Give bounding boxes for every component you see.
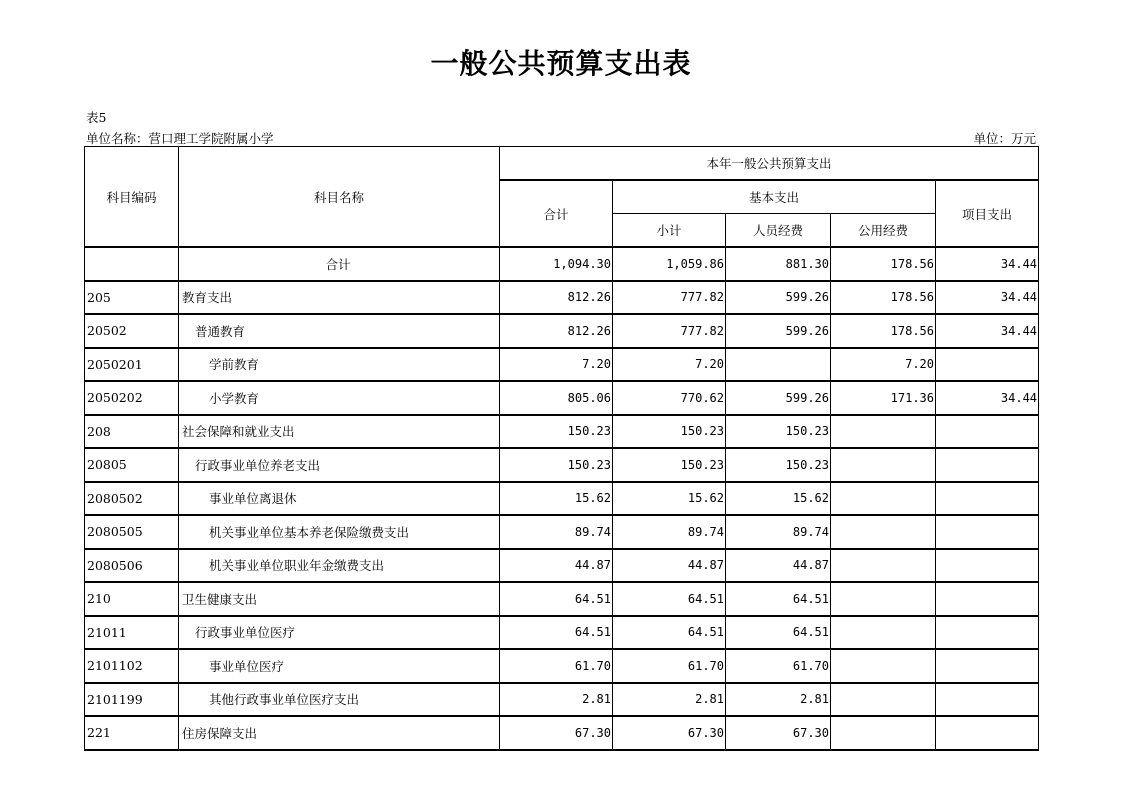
row-project — [936, 716, 1039, 750]
header-subtotal: 小计 — [613, 214, 726, 248]
row-code: 210 — [85, 582, 179, 616]
row-public: 178.56 — [831, 314, 936, 348]
row-project — [936, 582, 1039, 616]
header-name: 科目名称 — [179, 147, 500, 248]
row-personnel: 64.51 — [726, 582, 831, 616]
row-project: 34.44 — [936, 314, 1039, 348]
row-total: 44.87 — [500, 549, 613, 583]
header-basic: 基本支出 — [613, 180, 936, 214]
row-project — [936, 549, 1039, 583]
row-personnel: 599.26 — [726, 381, 831, 415]
row-personnel: 599.26 — [726, 281, 831, 315]
row-personnel: 89.74 — [726, 515, 831, 549]
row-total: 150.23 — [500, 448, 613, 482]
row-personnel — [726, 348, 831, 382]
row-subtotal: 67.30 — [613, 716, 726, 750]
row-name: 其他行政事业单位医疗支出 — [179, 683, 500, 717]
row-name: 行政事业单位养老支出 — [179, 448, 500, 482]
row-subtotal: 15.62 — [613, 482, 726, 516]
table-row — [85, 683, 1039, 717]
row-personnel: 61.70 — [726, 649, 831, 683]
row-public — [831, 415, 936, 449]
table-row — [85, 482, 1039, 516]
row-subtotal: 44.87 — [613, 549, 726, 583]
row-subtotal: 777.82 — [613, 281, 726, 315]
row-code: 21011 — [85, 616, 179, 650]
table-row — [85, 549, 1039, 583]
row-project — [936, 515, 1039, 549]
row-code: 20805 — [85, 448, 179, 482]
row-public — [831, 549, 936, 583]
row-project: 34.44 — [936, 247, 1039, 281]
row-public — [831, 482, 936, 516]
table-number: 表5 — [86, 110, 107, 125]
row-personnel: 67.30 — [726, 716, 831, 750]
row-total: 61.70 — [500, 649, 613, 683]
row-personnel: 150.23 — [726, 415, 831, 449]
row-personnel: 2.81 — [726, 683, 831, 717]
row-code: 205 — [85, 281, 179, 315]
row-public: 178.56 — [831, 281, 936, 315]
row-name: 卫生健康支出 — [179, 582, 500, 616]
header-code: 科目编码 — [85, 147, 179, 248]
row-project — [936, 683, 1039, 717]
row-code: 20502 — [85, 314, 179, 348]
row-public: 178.56 — [831, 247, 936, 281]
budget-table — [84, 146, 1039, 751]
row-total: 67.30 — [500, 716, 613, 750]
row-name: 事业单位医疗 — [179, 649, 500, 683]
header-group: 本年一般公共预算支出 — [500, 147, 1039, 181]
row-total: 64.51 — [500, 616, 613, 650]
unit-name: 单位名称：营口理工学院附属小学 — [86, 131, 274, 146]
row-public — [831, 683, 936, 717]
row-code: 2050201 — [85, 348, 179, 382]
row-name: 机关事业单位基本养老保险缴费支出 — [179, 515, 500, 549]
table-row — [85, 448, 1039, 482]
row-total: 2.81 — [500, 683, 613, 717]
row-subtotal: 89.74 — [613, 515, 726, 549]
row-public — [831, 448, 936, 482]
table-row — [85, 616, 1039, 650]
row-project — [936, 415, 1039, 449]
table-row — [85, 415, 1039, 449]
row-subtotal: 64.51 — [613, 616, 726, 650]
row-code: 208 — [85, 415, 179, 449]
row-name: 事业单位离退休 — [179, 482, 500, 516]
row-project — [936, 616, 1039, 650]
row-name: 机关事业单位职业年金缴费支出 — [179, 549, 500, 583]
row-personnel: 44.87 — [726, 549, 831, 583]
row-subtotal: 61.70 — [613, 649, 726, 683]
header-personnel: 人员经费 — [726, 214, 831, 248]
row-subtotal: 2.81 — [613, 683, 726, 717]
row-name: 行政事业单位医疗 — [179, 616, 500, 650]
row-project — [936, 482, 1039, 516]
row-total: 89.74 — [500, 515, 613, 549]
table-row — [85, 381, 1039, 415]
row-subtotal: 64.51 — [613, 582, 726, 616]
row-name: 合计 — [179, 247, 500, 281]
row-name: 社会保障和就业支出 — [179, 415, 500, 449]
row-personnel: 599.26 — [726, 314, 831, 348]
header-public: 公用经费 — [831, 214, 936, 248]
row-subtotal: 150.23 — [613, 415, 726, 449]
row-personnel: 15.62 — [726, 482, 831, 516]
row-total: 812.26 — [500, 314, 613, 348]
row-public — [831, 582, 936, 616]
row-total: 150.23 — [500, 415, 613, 449]
table-row — [85, 247, 1039, 281]
table-row — [85, 515, 1039, 549]
row-code: 2101199 — [85, 683, 179, 717]
row-personnel: 64.51 — [726, 616, 831, 650]
row-code: 2050202 — [85, 381, 179, 415]
table-row — [85, 348, 1039, 382]
row-project — [936, 649, 1039, 683]
header-total: 合计 — [500, 180, 613, 247]
row-public: 7.20 — [831, 348, 936, 382]
row-public: 171.36 — [831, 381, 936, 415]
row-code: 2101102 — [85, 649, 179, 683]
row-code: 2080505 — [85, 515, 179, 549]
row-subtotal: 150.23 — [613, 448, 726, 482]
table-row — [85, 582, 1039, 616]
row-project — [936, 348, 1039, 382]
row-code: 221 — [85, 716, 179, 750]
table-row — [85, 716, 1039, 750]
table-body — [85, 247, 1039, 750]
row-code: 2080502 — [85, 482, 179, 516]
currency-unit: 单位：万元 — [973, 131, 1036, 146]
row-personnel: 881.30 — [726, 247, 831, 281]
row-subtotal: 1,059.86 — [613, 247, 726, 281]
row-public — [831, 649, 936, 683]
row-name: 教育支出 — [179, 281, 500, 315]
row-code — [85, 247, 179, 281]
row-total: 7.20 — [500, 348, 613, 382]
row-personnel: 150.23 — [726, 448, 831, 482]
row-name: 学前教育 — [179, 348, 500, 382]
row-name: 普通教育 — [179, 314, 500, 348]
row-subtotal: 7.20 — [613, 348, 726, 382]
page-title: 一般公共预算支出表 — [430, 47, 692, 80]
row-project: 34.44 — [936, 281, 1039, 315]
header-project: 项目支出 — [936, 180, 1039, 247]
row-name: 住房保障支出 — [179, 716, 500, 750]
row-name: 小学教育 — [179, 381, 500, 415]
row-project — [936, 448, 1039, 482]
row-project: 34.44 — [936, 381, 1039, 415]
row-public — [831, 515, 936, 549]
row-total: 1,094.30 — [500, 247, 613, 281]
row-public — [831, 716, 936, 750]
row-subtotal: 770.62 — [613, 381, 726, 415]
row-total: 64.51 — [500, 582, 613, 616]
table-row — [85, 649, 1039, 683]
row-subtotal: 777.82 — [613, 314, 726, 348]
row-code: 2080506 — [85, 549, 179, 583]
row-total: 812.26 — [500, 281, 613, 315]
row-total: 805.06 — [500, 381, 613, 415]
row-total: 15.62 — [500, 482, 613, 516]
table-row — [85, 314, 1039, 348]
table-row — [85, 281, 1039, 315]
row-public — [831, 616, 936, 650]
